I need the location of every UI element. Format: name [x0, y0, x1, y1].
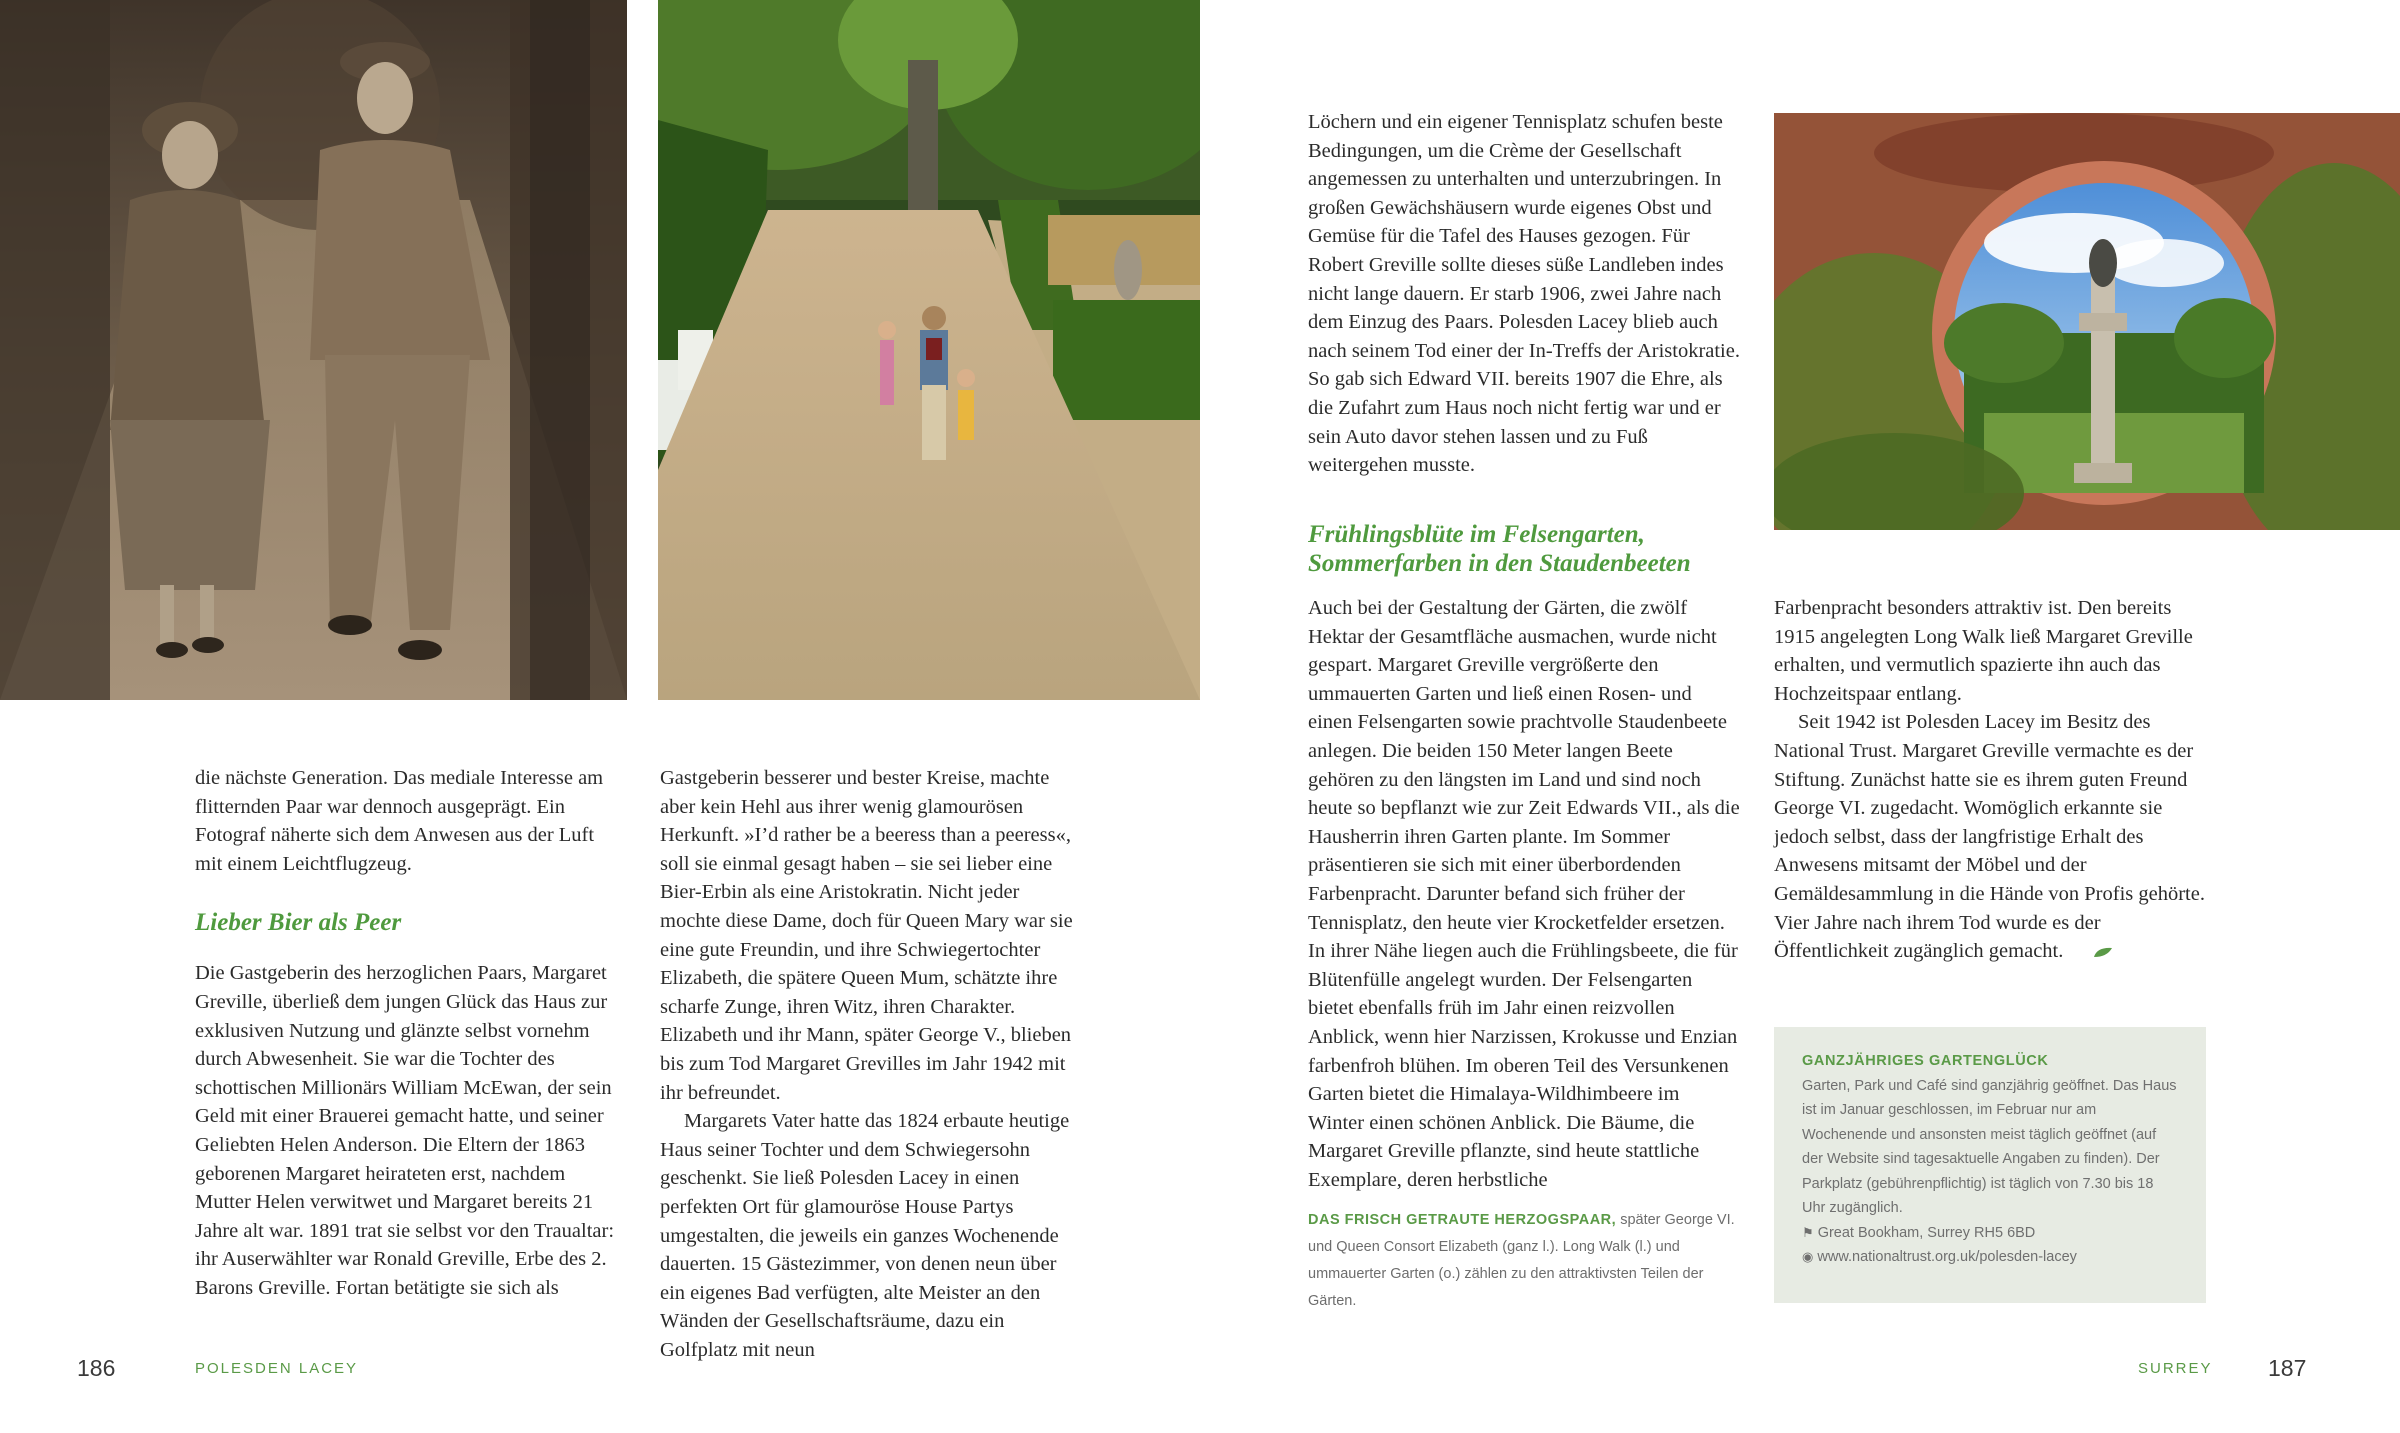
- folio-right: 187: [2268, 1355, 2307, 1381]
- col2-paragraph-1: Gastgeberin besserer und bester Kreise, machte aber kein Hehl aus ihrer wenig glamourösen Herkunft. »I’d rather be a beeress than a peeress«, soll sie einmal gesagt haben – sie sei lieber eine Bier-Erbin als eine Aristokratin. Nicht jeder mochte diese Dame, doch für Queen Mary war sie eine gute Freundin, und ihre Schwiegertochter Elizabeth, die spätere Queen Mum, schätzte ihre scharfe Zunge, ihren Witz, ihren Charakter. Elizabeth und ihr Mann, später George V., blieben bis zum Tod Margaret Grevilles im Jahr 1942 mit ihr befreundet.: [660, 767, 1073, 1104]
- col2-paragraph-2: Margarets Vater hatte das 1824 erbaute heutige Haus seiner Tochter und dem Schwiegersohn geschenkt. Sie ließ Polesden Lacey in einen perfekten Ort für glamouröse House Partys umgestalten, die jeweils ein ganzes Wochenende dauerten. 15 Gästezimmer, von denen neun über ein eigenes Bad verfügten, alte Meister an den Wänden der Gesellschaftsräume, dazu ein Golfplatz mit neun: [660, 1110, 1070, 1361]
- caption-body: später George VI. und Queen Consort Elizabeth (ganz l.). Long Walk (l.) und ummauerter Garten (o.) zählen zu den attraktivsten Teilen der Gärten.: [1308, 1212, 1735, 1309]
- text-column-3-top: [1308, 108, 1740, 480]
- info-box-body: Garten, Park und Café sind ganzjährig geöffnet. Das Haus ist im Januar geschlossen, im Februar nur am Wochenende und ansonsten meist täglich geöffnet (auf der Website sind tagesaktuelle Angaben zu finden). Der Parkplatz (gebührenpflichtig) ist täglich von 7.30 bis 18 Uhr zugänglich.: [1802, 1077, 2177, 1216]
- info-box: [1774, 1027, 2206, 1303]
- col3-bottom-paragraph: Auch bei der Gestaltung der Gärten, die zwölf Hektar der Gesamtfläche ausmachen, wurde nicht gespart. Margaret Greville vergrößerte den ummauerten Garten und ließ einen Rosen- und einen Felsengarten sowie prachtvolle Staudenbeete anlegen. Die beiden 150 Meter langen Beete gehören zu den längsten im Land und sind noch heute so bepflanzt wie zur Zeit Edwards VII., als die Hausherrin ihren Garten plante. Im Sommer präsentieren sie sich mit einer überbordenden Farbenpracht. Darunter befand sich früher der Tennisplatz, den heute vier Krocketfelder ersetzen. In ihrer Nähe liegen auch die Frühlingsbeete, die für Blütenfülle angelegt wurden. Der Felsengarten bietet ebenfalls früh im Jahr einen reizvollen Anblick, wenn hier Narzissen, Krokusse und Enzian farbenfroh blühen. Im oberen Teil des Versunkenen Garten bietet die Himalaya-Wildhimbeere im Winter einen schönen Anblick. Die Bäume, die Margaret Greville pflanzte, sind heute stattliche Exemplare, deren herbstliche: [1308, 597, 1740, 1191]
- info-box-website-row: [1802, 1245, 2178, 1270]
- subhead-fruehlingsbluete: [1308, 520, 1748, 578]
- subhead-lieber-bier: Lieber Bier als Peer: [195, 909, 402, 937]
- flag-icon: ⚑: [1802, 1224, 1814, 1240]
- col1-paragraph-1: die nächste Generation. Das mediale Interesse am flitternden Paar war dennoch ausgeprägt. Ein Fotograf näherte sich dem Anwesen aus der Luft mit einem Leichtflugzeug.: [195, 767, 604, 875]
- leaf-end-mark-icon: [2069, 938, 2113, 967]
- subhead-line-2: Sommerfarben in den Staudenbeeten: [1308, 550, 1691, 577]
- photo-long-walk: [658, 0, 1200, 700]
- globe-icon: ◉: [1802, 1249, 1814, 1264]
- running-head-right: SURREY: [2138, 1360, 2213, 1377]
- running-head-left: POLESDEN LACEY: [195, 1360, 359, 1377]
- col4-paragraph-1: Farbenpracht besonders attraktiv ist. Den bereits 1915 angelegten Long Walk ließ Margaret Greville erhalten, und vermutlich spazierte ihn auch das Hochzeitspaar entlang.: [1774, 597, 2193, 705]
- info-box-address-row: [1802, 1221, 2178, 1246]
- photo-garden-arch: [1774, 113, 2400, 530]
- col4-paragraph-2: [1774, 708, 2206, 966]
- info-box-address: Great Bookham, Surrey RH5 6BD: [1817, 1224, 2036, 1241]
- caption-lead: DAS FRISCH GETRAUTE HERZOGSPAAR,: [1308, 1212, 1617, 1228]
- text-column-1: [195, 764, 615, 1303]
- photo-couple-sepia: [0, 0, 627, 700]
- text-column-2: [660, 764, 1080, 1364]
- photo-caption: [1308, 1207, 1740, 1315]
- text-column-4: [1774, 594, 2206, 967]
- info-box-website[interactable]: www.nationaltrust.org.uk/polesden-lacey: [1817, 1249, 2077, 1265]
- subhead-line-1: Frühlingsblüte im Felsengarten,: [1308, 521, 1645, 548]
- col1-paragraph-2: Die Gastgeberin des herzoglichen Paars, Margaret Greville, überließ dem jungen Glück das Haus zur exklusiven Nutzung und glänzte selbst vornehm durch Abwesenheit. Sie war die Tochter des schottischen Millionärs William McEwan, der sein Geld mit einer Brauerei gemacht hatte, und seiner Geliebten Helen Anderson. Die Eltern der 1863 geborenen Margaret heirateten erst, nachdem Mutter Helen verwitwet und Margaret bereits 21 Jahre alt war. 1891 trat sie selbst vor den Traualtar: ihr Auserwählter war Ronald Greville, Erbe des 2. Barons Greville. Fortan betätigte sie sich als: [195, 962, 615, 1299]
- col3-top-paragraph: Löchern und ein eigener Tennisplatz schufen beste Bedingungen, um die Crème der Gesellschaft angemessen zu unterhalten und unterzubringen. In großen Gewächshäusern wurde eigenes Obst und Gemüse für die Tafel des Hauses gezogen. Für Robert Greville sollte dieses süße Landleben indes nicht lange dauern. Er starb 1906, zwei Jahre nach dem Einzug des Paars. Polesden Lacey blieb auch nach seinem Tod einer der In-Treffs der Aristokratie. So gab sich Edward VII. bereits 1907 die Ehre, als die Zufahrt zum Haus noch nicht fertig war und er sein Auto davor stehen lassen und zu Fuß weitergehen musste.: [1308, 111, 1740, 477]
- info-box-title: GANZJÄHRIGES GARTENGLÜCK: [1802, 1053, 2049, 1069]
- folio-left: 186: [77, 1355, 116, 1381]
- col4-paragraph-2-text: Seit 1942 ist Polesden Lacey im Besitz des National Trust. Margaret Greville vermachte es der Stiftung. Zunächst hatte sie es ihrem guten Freund George VI. zugedacht. Womöglich erkannte sie jedoch selbst, dass der langfristige Erhalt des Anwesens mitsamt der Möbel und der Gemäldesammlung in die Hände von Profis gehörte. Vier Jahre nach ihrem Tod wurde es der Öffentlichkeit zugänglich gemacht.: [1774, 711, 2205, 963]
- text-column-3-bottom: [1308, 594, 1740, 1194]
